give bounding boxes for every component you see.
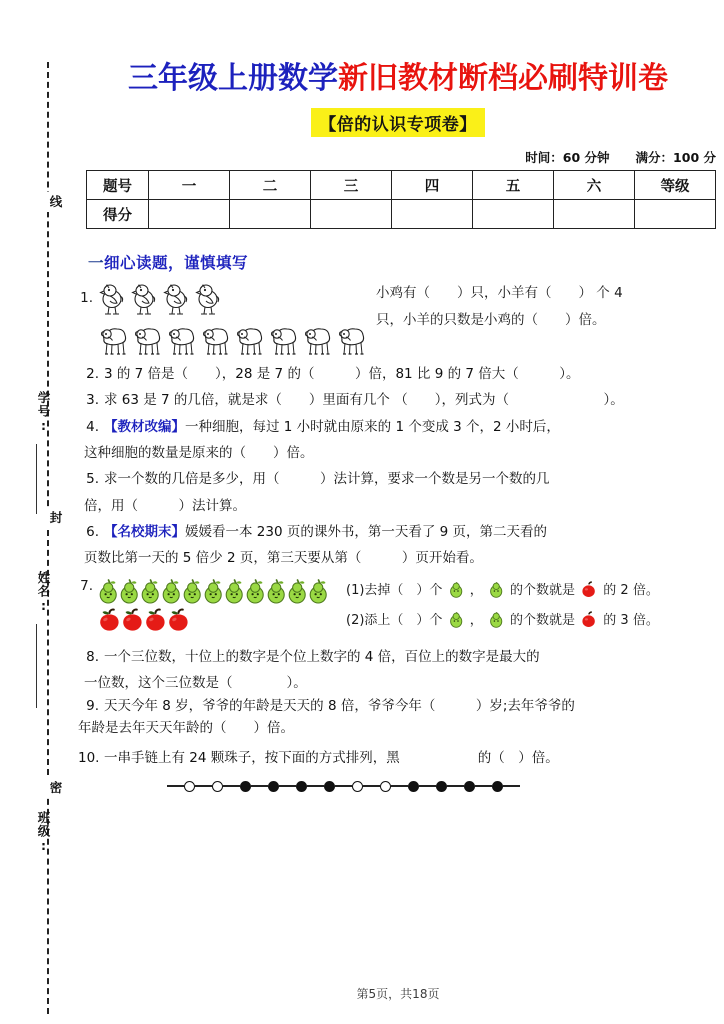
question-6-line-1: 页数比第一天的 5 倍少 2 页，第三天要从第（ ）页开始看。	[84, 550, 483, 567]
margin-field-student-id: 学号:	[36, 390, 51, 434]
score-table-col-1: 二	[230, 171, 311, 200]
bead-chain-figure	[72, 781, 724, 792]
question-7-number: 7.	[80, 577, 93, 594]
apple-row	[98, 608, 346, 636]
bead-connector	[475, 785, 492, 787]
sheep-icon	[166, 323, 198, 361]
section-heading-text: 细心读题，谨慎填写	[104, 254, 249, 272]
question-10-line-0: 一串手链上有 24 颗珠子，按下面的方式排列，黑	[104, 750, 400, 767]
question-9	[72, 696, 724, 739]
sheep-icon	[200, 323, 232, 361]
bead-connector	[279, 785, 296, 787]
section-heading	[72, 251, 724, 273]
question-6-line-0: 媛媛看一本 230 页的课外书，第一天看了 9 页，第二天看的	[185, 523, 548, 540]
page-title-blue: 三年级上册数学	[128, 61, 338, 96]
question-9-line-1: 年龄是去年天天年龄的（ ）倍。	[78, 719, 294, 736]
bead-black	[296, 781, 307, 792]
question-1	[72, 280, 724, 361]
score-table-col-5: 六	[554, 171, 635, 200]
margin-word-mi: 密	[30, 778, 64, 798]
exam-time-label: 时间：60 分钟	[525, 150, 610, 165]
sheep-icon	[98, 323, 130, 361]
question-6-tag: 【名校期末】	[104, 523, 185, 540]
question-3	[72, 387, 724, 413]
pear-icon	[140, 578, 161, 608]
bead-black	[240, 781, 251, 792]
sheep-row	[98, 323, 376, 361]
question-8	[72, 644, 724, 697]
apple-icon-2	[581, 617, 601, 632]
bead-connector	[307, 785, 324, 787]
chick-icon	[98, 282, 128, 320]
q7-sub1-prefix: (2)添上（ ）个	[346, 612, 443, 628]
score-table-col-6: 等级	[635, 171, 716, 200]
question-1-number: 1.	[80, 290, 93, 306]
q7-sub0-mid: ，	[469, 582, 483, 598]
score-table-col-2: 三	[311, 171, 392, 200]
bead-connector	[223, 785, 240, 787]
exam-total-score-label: 满分：100 分	[635, 150, 716, 165]
pear-icon	[266, 578, 287, 608]
section-number: 一	[88, 254, 105, 272]
question-9-number: 9.	[86, 698, 99, 715]
sheep-icon	[302, 323, 334, 361]
score-cell-4[interactable]	[473, 200, 554, 229]
score-table-col-3: 四	[392, 171, 473, 200]
question-5-number: 5.	[86, 471, 99, 488]
sheep-icon	[336, 323, 368, 361]
bead-connector	[391, 785, 408, 787]
apple-icon	[121, 608, 144, 636]
q7-sub0-suffix: 的 2 倍。	[603, 582, 659, 598]
q7-sub1-text2: 的个数就是	[510, 612, 576, 628]
question-7-figure	[98, 578, 346, 636]
question-5-line-1: 倍，用（ ）法计算。	[84, 497, 246, 514]
bead-white	[380, 781, 391, 792]
bead-black	[268, 781, 279, 792]
pear-icon-3	[449, 617, 468, 632]
page-footer	[72, 985, 724, 1002]
margin-field-name: 姓名:	[36, 570, 51, 614]
question-10-line-1: 的（ ）倍。	[477, 750, 559, 767]
table-row-scores	[87, 200, 716, 229]
pear-icon	[161, 578, 182, 608]
bead-white	[352, 781, 363, 792]
score-cell-2[interactable]	[311, 200, 392, 229]
question-2	[72, 361, 724, 387]
pear-icon	[182, 578, 203, 608]
question-10-number: 10.	[78, 750, 100, 767]
question-4-number: 4.	[86, 418, 99, 435]
question-1-figure	[98, 280, 376, 361]
exam-info-line	[72, 148, 724, 166]
bead-white	[184, 781, 195, 792]
bead-white	[212, 781, 223, 792]
page-subtitle: 【倍的认识专项卷】	[311, 108, 485, 137]
score-cell-0[interactable]	[149, 200, 230, 229]
question-5	[72, 466, 724, 519]
q7-sub0-prefix: (1)去掉（ ）个	[346, 582, 443, 598]
sheep-icon	[234, 323, 266, 361]
question-6-number: 6.	[86, 523, 99, 540]
question-10	[72, 745, 724, 771]
pear-icon	[203, 578, 224, 608]
bead-connector	[447, 785, 464, 787]
question-6	[72, 519, 724, 572]
pear-icon	[449, 587, 468, 602]
bead-connector	[419, 785, 436, 787]
question-8-number: 8.	[86, 648, 99, 665]
bead-black	[408, 781, 419, 792]
question-7-text	[346, 578, 724, 638]
sheep-icon	[132, 323, 164, 361]
pear-icon	[245, 578, 266, 608]
student-id-rule	[36, 444, 37, 514]
table-row-header	[87, 171, 716, 200]
sheep-icon	[268, 323, 300, 361]
pear-icon	[287, 578, 308, 608]
question-1-line-0: 小鸡有（ ）只，小羊有（ ） 个 4	[376, 285, 623, 301]
bead-connector	[503, 785, 520, 787]
pear-icon	[98, 578, 119, 608]
subtitle-wrap	[72, 108, 724, 137]
apple-icon	[581, 587, 601, 602]
score-table-wrap	[72, 170, 724, 229]
pear-icon-4	[489, 617, 508, 632]
apple-icon	[98, 608, 121, 636]
bead-connector	[167, 785, 184, 787]
score-cell-6[interactable]	[635, 200, 716, 229]
bead-black	[492, 781, 503, 792]
question-8-line-0: 一个三位数，十位上的数字是个位上数字的 4 倍，百位上的数字是最大的	[104, 648, 540, 665]
question-4	[72, 414, 724, 467]
chick-icon	[130, 282, 160, 320]
q7-sub1-suffix: 的 3 倍。	[603, 612, 659, 628]
q7-sub1-mid: ，	[469, 612, 483, 628]
pear-icon	[119, 578, 140, 608]
margin-word-xian: 线	[30, 192, 64, 212]
margin-strip	[0, 0, 72, 1024]
question-4-line-1: 这种细胞的数量是原来的（ ）倍。	[84, 444, 314, 461]
score-cell-5[interactable]	[554, 200, 635, 229]
chick-row	[98, 282, 376, 320]
page-title-red: 新旧教材断档必刷特训卷	[338, 61, 668, 96]
page-title	[72, 62, 724, 95]
question-1-text	[376, 280, 724, 334]
question-3-number: 3.	[86, 392, 99, 409]
bead-black	[436, 781, 447, 792]
score-cell-1[interactable]	[230, 200, 311, 229]
score-cell-3[interactable]	[392, 200, 473, 229]
title-block	[72, 0, 724, 137]
question-7-subitem-1	[346, 608, 724, 638]
question-5-line-0: 求一个数的几倍是多少，用（ ）法计算，要求一个数是另一个数的几	[104, 471, 550, 488]
page-number-text: 第5页，共18页	[356, 987, 440, 1001]
question-3-line-0: 求 63 是 7 的几倍，就是求（ ）里面有几个 （ ），列式为（ ）。	[104, 392, 624, 409]
question-2-line-0: 3 的 7 倍是（ ），28 是 7 的（ ）倍，81 比 9 的 7 倍大（ ）。	[104, 366, 580, 382]
question-7-subitem-0	[346, 578, 724, 608]
bead-black	[464, 781, 475, 792]
bead-connector	[363, 785, 380, 787]
score-table	[86, 170, 716, 229]
score-table-col-0: 一	[149, 171, 230, 200]
pear-icon-2	[489, 587, 508, 602]
apple-icon	[144, 608, 167, 636]
margin-field-class: 班级:	[36, 810, 51, 854]
margin-word-feng: 封	[30, 508, 64, 528]
bead-connector	[251, 785, 268, 787]
chick-icon	[194, 282, 224, 320]
bead-black	[324, 781, 335, 792]
name-rule	[36, 624, 37, 708]
bead-connector	[335, 785, 352, 787]
worksheet-page	[72, 0, 724, 1024]
apple-icon	[167, 608, 190, 636]
score-table-col-4: 五	[473, 171, 554, 200]
question-8-line-1: 一位数，这个三位数是（ ）。	[84, 674, 307, 691]
score-table-row-label-0: 题号	[87, 171, 149, 200]
question-1-line-1: 只，小羊的只数是小鸡的（ ）倍。	[376, 312, 606, 328]
q7-sub0-text2: 的个数就是	[510, 582, 576, 598]
pear-icon	[224, 578, 245, 608]
question-7	[72, 578, 724, 638]
bead-connector	[195, 785, 212, 787]
question-2-number: 2.	[86, 366, 99, 382]
chick-icon	[162, 282, 192, 320]
score-table-row-label-1: 得分	[87, 200, 149, 229]
question-9-line-0: 天天今年 8 岁，爷爷的年龄是天天的 8 倍，爷爷今年（ ）岁;去年爷爷的	[104, 698, 575, 715]
pear-row	[98, 578, 346, 608]
question-4-line-0: 一种细胞，每过 1 小时就由原来的 1 个变成 3 个，2 小时后，	[185, 418, 560, 435]
pear-icon	[308, 578, 329, 608]
question-4-tag: 【教材改编】	[104, 418, 185, 435]
